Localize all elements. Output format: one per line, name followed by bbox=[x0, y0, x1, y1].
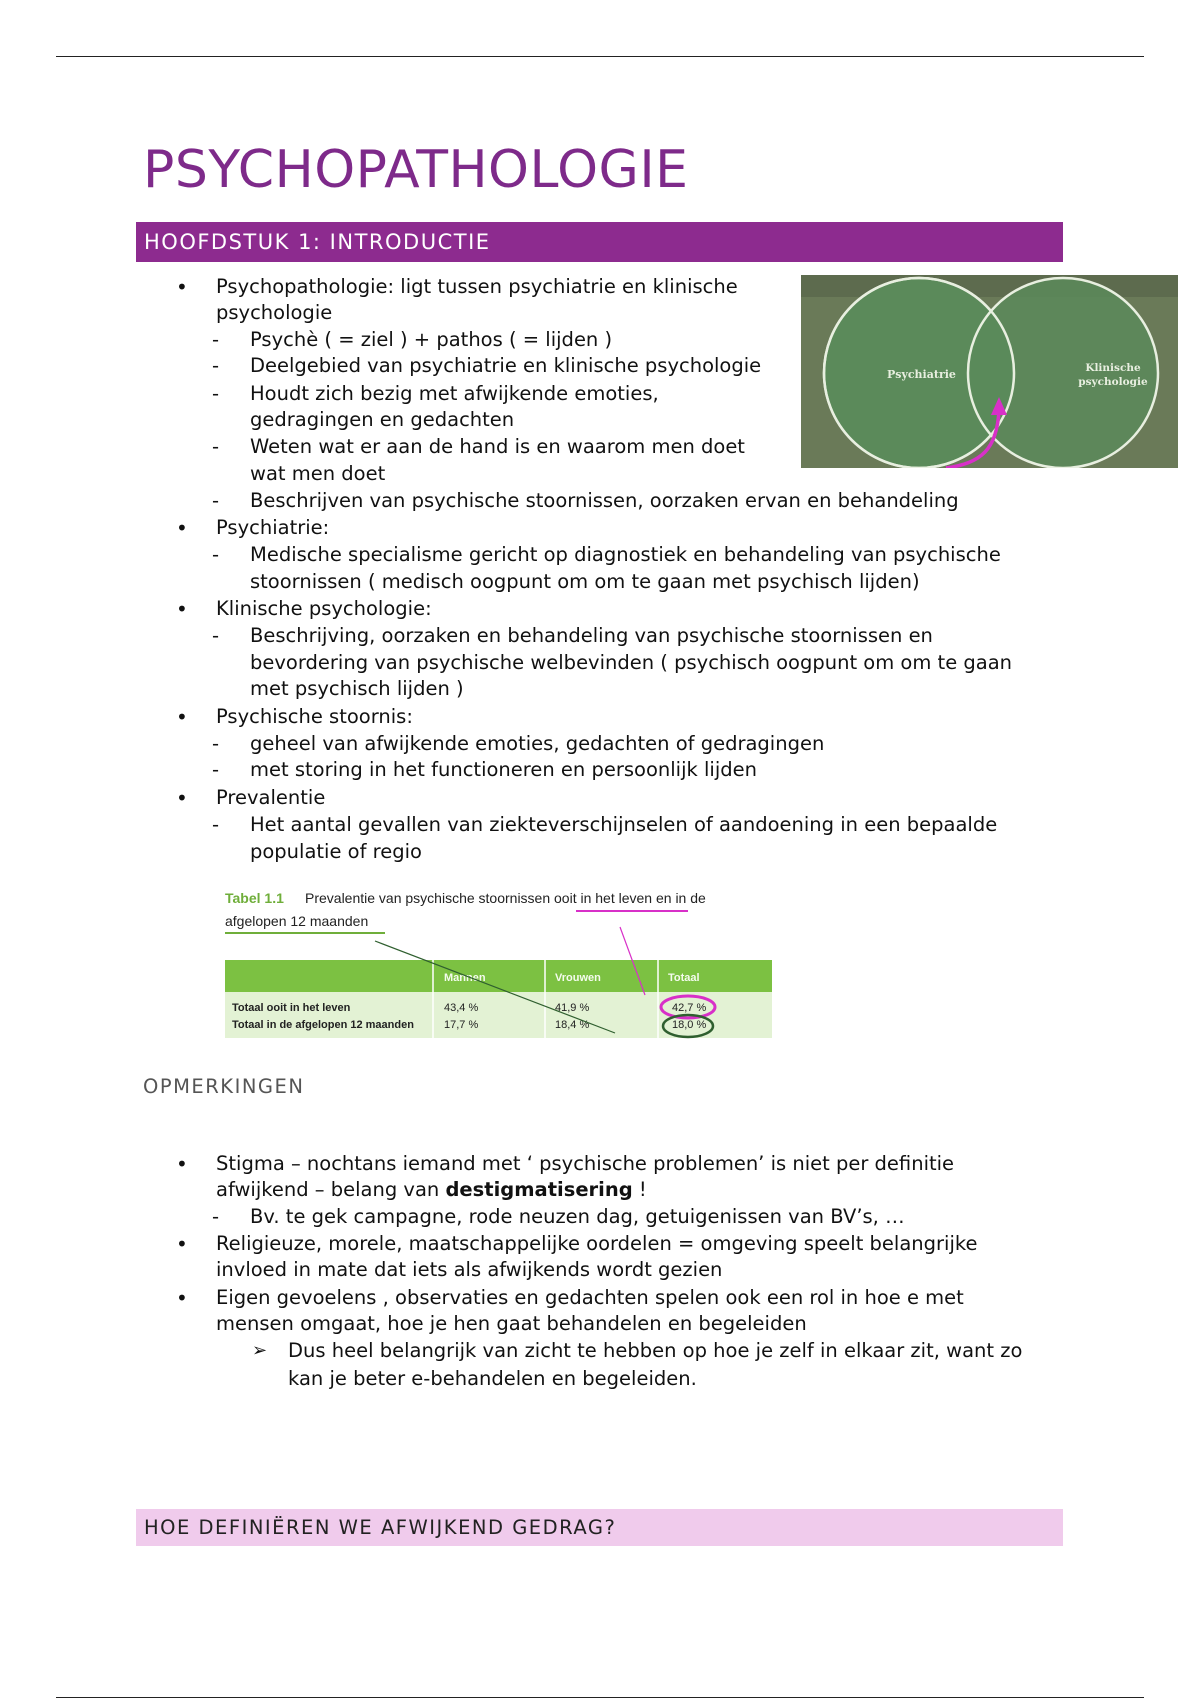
psychische-stoornis-term: Psychische stoornis: bbox=[216, 705, 413, 728]
stigma-remark-text: afwijkend – belang van bbox=[216, 1178, 446, 1201]
gevoelens-remark: Eigen gevoelens , observaties en gedachten spelen ook een rol in hoe e met bbox=[216, 1286, 964, 1309]
bullet-mark: • bbox=[176, 516, 188, 540]
list-item-cont: met psychisch lijden ) bbox=[250, 677, 464, 700]
row-label-lifetime: Totaal ooit in het leven bbox=[232, 1002, 351, 1014]
dash-mark: - bbox=[212, 382, 220, 405]
table-caption-prefix: Tabel 1.1 bbox=[225, 890, 284, 906]
list-item: geheel van afwijkende emoties, gedachten of gedragingen bbox=[250, 732, 825, 755]
stigma-remark: Stigma – nochtans iemand met ‘ psychische problemen’ is niet per definitie bbox=[216, 1152, 955, 1175]
bullet-mark: • bbox=[176, 1286, 188, 1310]
psychiatrie-term: Psychiatrie: bbox=[216, 516, 330, 539]
bullet-mark: • bbox=[176, 705, 188, 729]
bullet-mark: • bbox=[176, 597, 188, 621]
dash-mark: - bbox=[212, 624, 220, 647]
arrow-bullet-icon: ➢ bbox=[252, 1340, 268, 1361]
cell-12months-mannen: 17,7 % bbox=[444, 1019, 479, 1031]
venn-label-klinische: Klinische bbox=[1085, 362, 1141, 374]
list-item: met storing in het functioneren en persoonlijk lijden bbox=[250, 758, 757, 781]
dash-mark: - bbox=[212, 489, 220, 512]
psychopathologie-definition: Psychopathologie: ligt tussen psychiatrie en klinische bbox=[216, 275, 738, 298]
dash-mark: - bbox=[212, 1205, 220, 1228]
cell-12months-totaal: 18,0 % bbox=[672, 1019, 707, 1031]
cell-12months-vrouwen: 18,4 % bbox=[555, 1019, 590, 1031]
list-item: Houdt zich bezig met afwijkende emoties, bbox=[250, 382, 659, 405]
bullet-mark: • bbox=[176, 275, 188, 299]
destigmatisering-emphasis: destigmatisering bbox=[445, 1178, 633, 1201]
dash-mark: - bbox=[212, 354, 220, 377]
header-totaal: Totaal bbox=[668, 972, 700, 984]
list-item: Beschrijven van psychische stoornissen, oorzaken ervan en behandeling bbox=[250, 489, 959, 512]
table-caption-line1: Prevalentie van psychische stoornissen ooit in het leven en in de bbox=[305, 890, 706, 906]
dash-mark: - bbox=[212, 813, 220, 836]
list-item-cont: kan je beter e-behandelen en begeleiden. bbox=[288, 1367, 697, 1390]
bullet-mark: • bbox=[176, 1152, 188, 1176]
bullet-mark: • bbox=[176, 786, 188, 810]
gevoelens-remark-cont: mensen omgaat, hoe je hen gaat behandelen en begeleiden bbox=[216, 1312, 807, 1335]
top-rule bbox=[56, 56, 1144, 57]
cell-lifetime-totaal: 42,7 % bbox=[672, 1002, 707, 1014]
page-title: PSYCHOPATHOLOGIE bbox=[143, 140, 689, 200]
dash-mark: - bbox=[212, 758, 220, 781]
list-item: Het aantal gevallen van ziekteverschijnselen of aandoening in een bepaalde bbox=[250, 813, 998, 836]
list-item: Psychè ( = ziel ) + pathos ( = lijden ) bbox=[250, 328, 613, 351]
dash-mark: - bbox=[212, 543, 220, 566]
list-item: Medische specialisme gericht op diagnostiek en behandeling van psychische bbox=[250, 543, 1001, 566]
stigma-remark-end: ! bbox=[632, 1178, 647, 1201]
header-mannen: Mannen bbox=[444, 972, 486, 984]
venn-label-psychologie: psychologie bbox=[1078, 376, 1148, 388]
stigma-remark-cont bbox=[216, 1177, 647, 1203]
venn-label-psychiatrie: Psychiatrie bbox=[887, 368, 956, 381]
chapter-heading: HOOFDSTUK 1: INTRODUCTIE bbox=[136, 222, 1063, 262]
header-vrouwen: Vrouwen bbox=[555, 972, 601, 984]
list-item-cont: stoornissen ( medisch oogpunt om om te gaan met psychisch lijden) bbox=[250, 570, 920, 593]
list-item: Dus heel belangrijk van zicht te hebben op hoe je zelf in elkaar zit, want zo bbox=[288, 1339, 1023, 1362]
row-label-12months: Totaal in de afgelopen 12 maanden bbox=[232, 1019, 414, 1031]
list-item-cont: populatie of regio bbox=[250, 840, 422, 863]
dash-mark: - bbox=[212, 435, 220, 458]
section-heading: HOE DEFINIËREN WE AFWIJKEND GEDRAG? bbox=[136, 1509, 1063, 1546]
venn-header-strip bbox=[801, 275, 1178, 297]
remarks-heading: OPMERKINGEN bbox=[143, 1075, 305, 1098]
list-item-cont: gedragingen en gedachten bbox=[250, 408, 515, 431]
table-caption-line2: afgelopen 12 maanden bbox=[225, 913, 369, 929]
list-item: Deelgebied van psychiatrie en klinische psychologie bbox=[250, 354, 762, 377]
list-item: Weten wat er aan de hand is en waarom men doet bbox=[250, 435, 745, 458]
prevalentie-term: Prevalentie bbox=[216, 786, 326, 809]
list-item: Beschrijving, oorzaken en behandeling van psychische stoornissen en bbox=[250, 624, 933, 647]
bottom-rule bbox=[56, 1697, 1144, 1698]
prevalence-table bbox=[220, 883, 772, 1043]
psychopathologie-definition-cont: psychologie bbox=[216, 301, 333, 324]
list-item-cont: bevordering van psychische welbevinden ( psychisch oogpunt om om te gaan bbox=[250, 651, 1013, 674]
bullet-mark: • bbox=[176, 1232, 188, 1256]
oordelen-remark: Religieuze, morele, maatschappelijke oordelen = omgeving speelt belangrijke bbox=[216, 1232, 978, 1255]
oordelen-remark-cont: invloed in mate dat iets als afwijkends wordt gezien bbox=[216, 1258, 723, 1281]
klinische-psychologie-term: Klinische psychologie: bbox=[216, 597, 432, 620]
dash-mark: - bbox=[212, 328, 220, 351]
dash-mark: - bbox=[212, 732, 220, 755]
list-item-cont: wat men doet bbox=[250, 462, 386, 485]
venn-diagram bbox=[801, 275, 1178, 468]
cell-lifetime-vrouwen: 41,9 % bbox=[555, 1002, 590, 1014]
cell-lifetime-mannen: 43,4 % bbox=[444, 1002, 479, 1014]
list-item: Bv. te gek campagne, rode neuzen dag, getuigenissen van BV’s, … bbox=[250, 1205, 905, 1228]
